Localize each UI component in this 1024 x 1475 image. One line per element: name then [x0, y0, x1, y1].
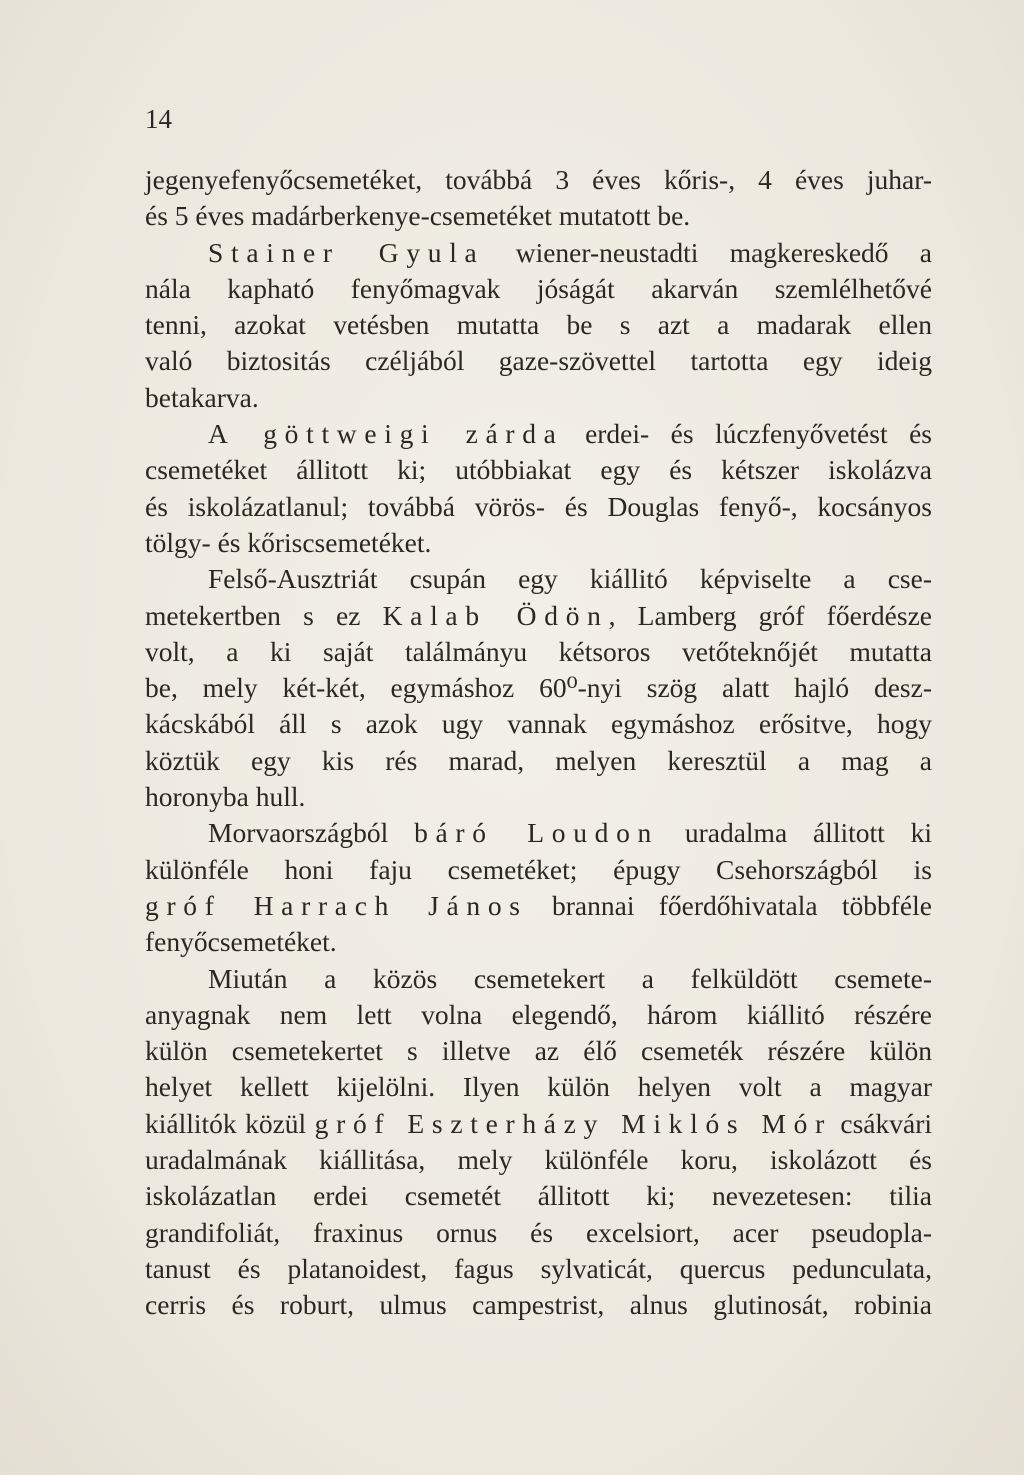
- text-line: horonyba hull.: [145, 781, 306, 813]
- text-segment: Miután a közös csemetekert a felküldött csemete-: [208, 962, 932, 994]
- text-line: fenyőcsemetéket.: [145, 926, 337, 958]
- text-line: cerris és roburt, ulmus campestrist, alnus glutinosát, robinia: [145, 1289, 932, 1321]
- text-line: tölgy- és kőriscsemetéket.: [145, 526, 432, 558]
- text-line: tanust és platanoidest, fagus sylvaticát, quercus pedunculata,: [145, 1252, 932, 1284]
- text-segment: , Lamberg gróf főerdésze: [608, 599, 933, 631]
- text-segment: metekertben s ez: [145, 599, 383, 631]
- text-line: külön csemetekertet s illetve az élő csemeték részére külön: [145, 1035, 932, 1067]
- text-line: grandifoliát, fraxinus ornus és excelsiort, acer pseudopla-: [145, 1216, 932, 1248]
- text-line: tenni, azokat vetésben mutatta be s azt a madarak ellen: [145, 309, 932, 341]
- text-line: be, mely két-két, egymáshoz 60⁰-nyi szög alatt hajló desz-: [145, 672, 932, 704]
- spaced-name: gróf Harrach János: [145, 889, 528, 921]
- text-line: és iskolázatlanul; továbbá vörös- és Douglas fenyő-, kocsányos: [145, 490, 932, 522]
- text-line: [145, 235, 932, 271]
- text-line: [145, 598, 932, 634]
- text-line: különféle honi faju csemetéket; épugy Csehországból is: [145, 853, 932, 885]
- text-line: [145, 561, 932, 597]
- text-line: betakarva.: [145, 381, 259, 413]
- text-line: [145, 1106, 932, 1142]
- text-line: [145, 815, 932, 851]
- spaced-name: A göttweigi zárda: [208, 418, 564, 450]
- text-line: való biztositás czéljából gaze-szövettel tartotta egy ideig: [145, 345, 932, 377]
- text-line: helyet kellett kijelölni. Ilyen külön helyen volt a magyar: [145, 1071, 932, 1103]
- text-line: [145, 416, 932, 452]
- text-line: nála kapható fenyőmagvak jóságát akarván szemlélhetővé: [145, 272, 932, 304]
- text-line: jegenyefenyőcsemetéket, továbbá 3 éves kőris-, 4 éves juhar-: [145, 164, 932, 195]
- text-segment: kiállitók közül: [145, 1107, 315, 1139]
- text-line: uradalmának kiállitása, mely különféle koru, iskolázott és: [145, 1144, 932, 1176]
- text-line: iskolázatlan erdei csemetét állitott ki; nevezetesen: tilia: [145, 1180, 932, 1212]
- text-line: köztük egy kis rés marad, melyen keresztül a mag a: [145, 744, 932, 776]
- text-segment: csákvári: [831, 1107, 933, 1139]
- text-segment: Morvaországból: [208, 817, 415, 849]
- spaced-name: gróf Eszterházy Miklós Mór: [314, 1107, 832, 1139]
- body-text: [145, 162, 932, 1324]
- spaced-name: Stainer Gyula: [208, 236, 485, 268]
- text-line: [145, 961, 932, 997]
- text-line: [145, 888, 932, 924]
- text-line: kácskából áll s azok ugy vannak egymáshoz erősitve, hogy: [145, 708, 932, 740]
- text-line: csemetéket állitott ki; utóbbiakat egy és kétszer iskolázva: [145, 454, 932, 486]
- text-segment: wiener-neustadti magkereskedő a: [484, 236, 932, 268]
- spaced-name: Kalab Ödön: [382, 599, 609, 631]
- spaced-name: báró Loudon: [414, 817, 660, 849]
- text-segment: Felső-Ausztriát csupán egy kiállitó képviselte a cse-: [208, 563, 932, 595]
- text-segment: brannai főerdőhivatala többféle: [527, 889, 932, 921]
- text-line: volt, a ki saját találmányu kétsoros vetőteknőjét mutatta: [145, 635, 932, 667]
- text-segment: erdei- és lúczfenyővetést és: [563, 418, 932, 450]
- text-line: és 5 éves madárberkenye-csemetéket mutatott be.: [145, 200, 691, 232]
- text-line: anyagnak nem lett volna elegendő, három kiállitó részére: [145, 998, 932, 1030]
- text-segment: uradalma állitott ki: [659, 817, 932, 849]
- page-number: 14: [145, 104, 172, 134]
